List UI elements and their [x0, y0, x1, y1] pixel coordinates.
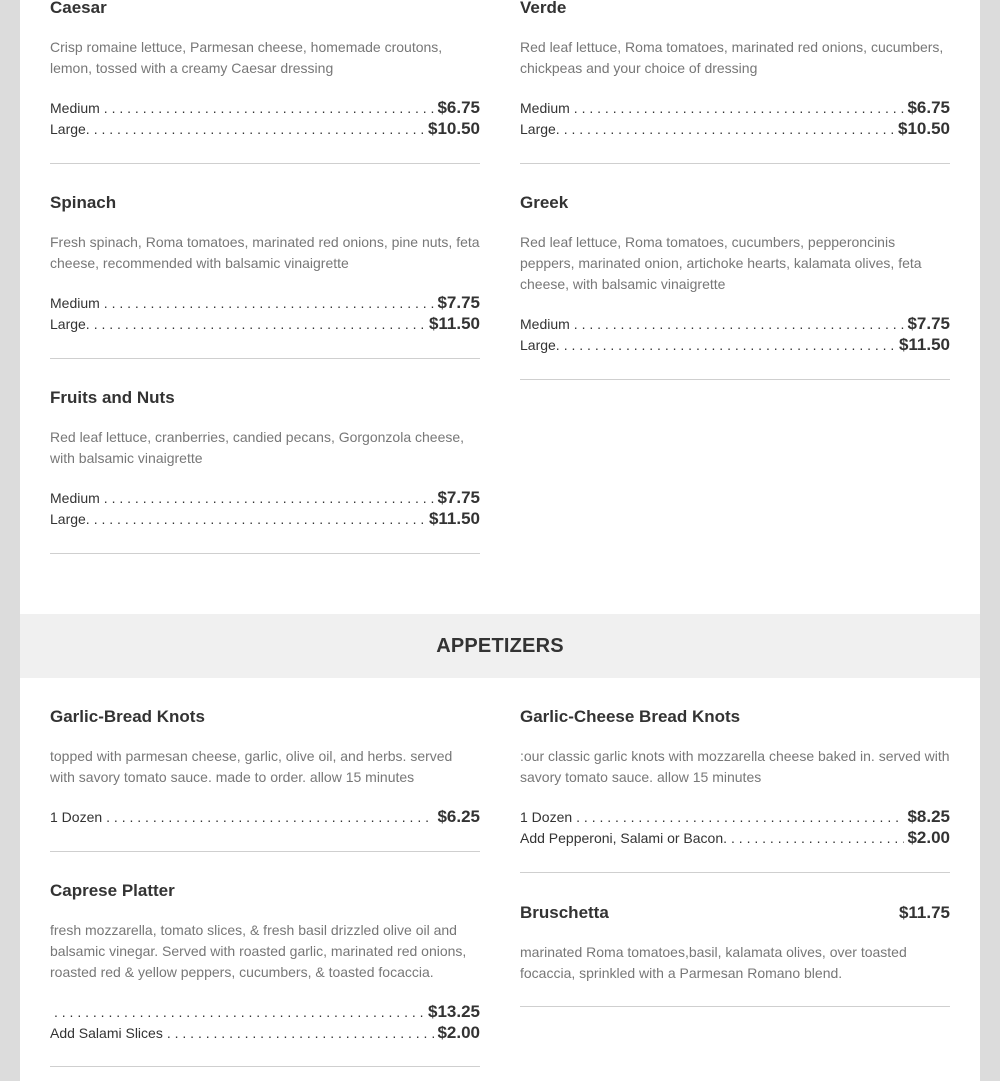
price-value: $8.25 — [907, 807, 950, 826]
item-title: Bruschetta — [520, 903, 609, 922]
dot-leader — [104, 490, 435, 506]
divider — [520, 163, 950, 164]
price-list — [50, 807, 480, 828]
price-value: $7.75 — [437, 488, 480, 507]
price-list — [50, 98, 480, 140]
price-row — [50, 509, 480, 530]
menu-item-garlic-cheese-bread-knots — [520, 706, 950, 849]
item-title: Greek — [520, 193, 569, 212]
item-description: topped with parmesan cheese, garlic, olive oil, and herbs. served with savory tomato sauce. made to order. allow 15 minutes — [50, 748, 453, 785]
divider — [520, 1006, 950, 1007]
price-list — [520, 807, 950, 849]
price-label: Medium — [50, 490, 100, 506]
menu-item-caprese-platter — [50, 880, 480, 1044]
price-label: Large. — [50, 511, 90, 527]
price-row — [520, 314, 950, 335]
divider — [50, 851, 480, 852]
price-row — [520, 119, 950, 140]
item-description: Red leaf lettuce, Roma tomatoes, cucumbers, pepperoncinis peppers, marinated onion, artichoke hearts, kalamata olives, feta cheese, with balsamic vinaigrette — [520, 234, 922, 292]
item-description: Crisp romaine lettuce, Parmesan cheese, homemade croutons, lemon, tossed with a creamy Caesar dressing — [50, 39, 443, 76]
price-label: Medium — [50, 100, 100, 116]
item-title: Fruits and Nuts — [50, 388, 175, 407]
item-description: :our classic garlic knots with mozzarella cheese baked in. served with savory tomato sauce. allow 15 minutes — [520, 748, 950, 785]
item-title: Garlic-Cheese Bread Knots — [520, 707, 741, 726]
price-label: Add Pepperoni, Salami or Bacon. — [520, 830, 728, 846]
price-row — [50, 488, 480, 509]
dot-leader — [94, 316, 426, 332]
menu-item-garlic-bread-knots — [50, 706, 480, 828]
item-description: Red leaf lettuce, cranberries, candied pecans, Gorgonzola cheese, with balsamic vinaigrette — [50, 429, 465, 466]
menu-item-greek — [520, 192, 950, 356]
price-label: Large. — [520, 121, 560, 137]
dot-leader — [167, 1025, 435, 1041]
price-value: $10.50 — [898, 119, 950, 138]
price-value: $6.75 — [907, 98, 950, 117]
item-description: Red leaf lettuce, Roma tomatoes, marinated red onions, cucumbers, chickpeas and your choice of dressing — [520, 39, 944, 76]
item-description: marinated Roma tomatoes,basil, kalamata olives, over toasted focaccia, sprinkled with a Parmesan Romano blend. — [520, 944, 907, 981]
price-label: Medium — [50, 295, 100, 311]
price-list — [50, 1002, 480, 1044]
menu-item-caesar — [50, 0, 480, 140]
section-title: APPETIZERS — [436, 634, 564, 657]
price-value: $11.50 — [428, 314, 480, 333]
price-label: Medium — [520, 316, 570, 332]
item-title: Spinach — [50, 193, 117, 212]
dot-leader — [94, 511, 426, 527]
price-list — [50, 293, 480, 335]
menu-item-bruschetta — [520, 902, 950, 984]
price-value: $10.50 — [428, 119, 480, 138]
dot-leader — [104, 100, 435, 116]
price-row — [50, 314, 480, 335]
price-value: $2.00 — [907, 828, 950, 847]
menu-item-spinach — [50, 192, 480, 335]
price-list — [520, 98, 950, 140]
divider — [50, 1066, 480, 1067]
price-value: $11.50 — [898, 335, 950, 354]
price-label: Large. — [50, 316, 90, 332]
price-row — [520, 807, 950, 828]
price-label: Add Salami Slices — [50, 1025, 163, 1041]
price-row — [50, 119, 480, 140]
price-list — [50, 488, 480, 530]
dot-leader — [106, 809, 434, 825]
menu-item-verde — [520, 0, 950, 140]
divider — [520, 379, 950, 380]
divider — [50, 358, 480, 359]
price-value: $6.25 — [437, 807, 480, 826]
price-value: $7.75 — [437, 293, 480, 312]
price-value: $2.00 — [437, 1023, 480, 1042]
price-row — [50, 1023, 480, 1044]
divider — [50, 553, 480, 554]
price-label: Large. — [520, 337, 560, 353]
price-value: $7.75 — [907, 314, 950, 333]
dot-leader — [564, 337, 896, 353]
price-label: 1 Dozen — [50, 809, 103, 825]
price-row — [520, 828, 950, 849]
dot-leader — [731, 830, 904, 846]
price-list — [520, 314, 950, 356]
dot-leader — [54, 1004, 425, 1020]
item-title: Verde — [520, 0, 567, 17]
price-label: Medium — [520, 100, 570, 116]
item-title: Garlic-Bread Knots — [50, 707, 205, 726]
divider — [50, 163, 480, 164]
price-row — [50, 1002, 480, 1023]
dot-leader — [104, 295, 435, 311]
menu-item-fruits-and-nuts — [50, 387, 480, 530]
dot-leader — [94, 121, 425, 137]
price-value: $6.75 — [437, 98, 480, 117]
price-row — [520, 98, 950, 119]
price-label: Large. — [50, 121, 90, 137]
item-title: Caprese Platter — [50, 881, 175, 900]
divider — [520, 872, 950, 873]
item-description: fresh mozzarella, tomato slices, & fresh basil drizzled olive oil and balsamic vinegar. Served with roasted garlic, marinated red onions, roasted red & yellow peppers, cucumbers, & toasted focaccia. — [50, 922, 467, 980]
item-description: Fresh spinach, Roma tomatoes, marinated red onions, pine nuts, feta cheese, recommended with balsamic vinaigrette — [50, 234, 480, 271]
price-label: 1 Dozen — [520, 809, 573, 825]
dot-leader — [574, 316, 905, 332]
dot-leader — [564, 121, 895, 137]
price-row — [50, 807, 480, 828]
price-row — [50, 98, 480, 119]
price-value: $11.75 — [898, 903, 950, 922]
price-row — [520, 335, 950, 356]
price-value: $11.50 — [428, 509, 480, 528]
dot-leader — [574, 100, 905, 116]
dot-leader — [576, 809, 904, 825]
title-row — [520, 902, 950, 924]
item-title: Caesar — [50, 0, 107, 17]
appetizers-section-header — [20, 614, 980, 678]
price-value: $13.25 — [428, 1002, 480, 1021]
price-row — [50, 293, 480, 314]
